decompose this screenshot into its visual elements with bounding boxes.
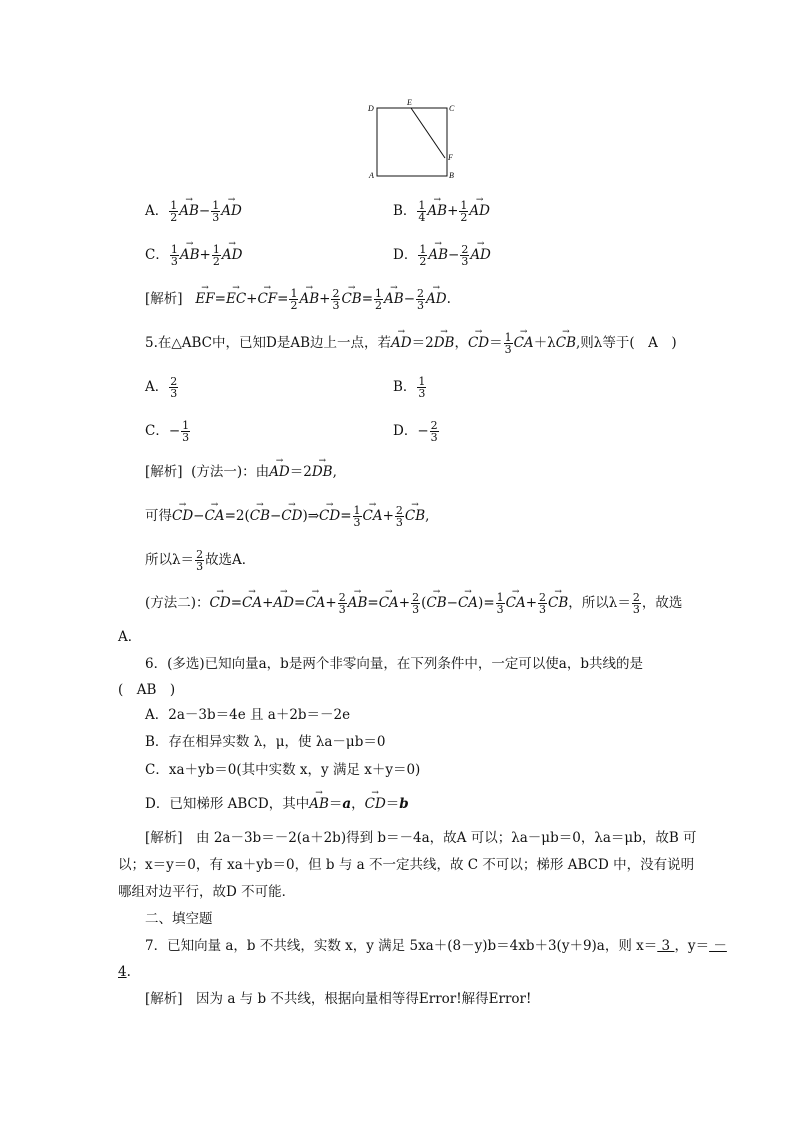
q5-option-c: C．− $\frac{1}{3}$ (145, 419, 190, 444)
q6-analysis-line1: [解析] 由 2a－3b＝－2(a＋2b)得到 b＝－4a，故A 可以；λa－μb＝0，λa＝μb，故B 可 (145, 830, 697, 846)
q4-option-b: B． $\frac{1}{4}$ → AB+ $\frac{1}{2}$ → AD (393, 200, 490, 223)
q4-option-c: C． $\frac{1}{3}$ → AB+ $\frac{1}{2}$ → AD (145, 244, 242, 267)
q6-stem: 6．(多选)已知向量a，b是两个非零向量，在下列条件中，一定可以使a，b共线的是 (145, 656, 644, 672)
section-heading: 二、填空题 (145, 911, 213, 927)
square-figure (362, 96, 462, 184)
q5-option-d: D．− $\frac{2}{3}$ (393, 419, 438, 444)
q7-y-answer: － (709, 938, 727, 954)
q5-option-b: B． $\frac{1}{3}$ (393, 375, 426, 400)
q6-analysis-line3: 哪组对边平行，故D 不可能． (118, 884, 296, 900)
q6-answer: ( AB ) (118, 682, 176, 698)
q6-option-a: A．2a－3b＝4e 且 a＋2b＝－2e (145, 707, 351, 723)
q5-analysis-m1-line3: 所以λ＝ $\frac{2}{3}$ 故选A． (145, 548, 256, 573)
q5-analysis-m2-wrap: A． (118, 629, 142, 645)
label-e: E (407, 98, 412, 107)
q4-option-d: D． $\frac{1}{2}$ → AB− $\frac{2}{3}$ → AD (393, 244, 491, 267)
q5-option-a: A． $\frac{2}{3}$ (145, 375, 178, 400)
q5-stem: 5.在△ABC中，已知D是AB边上一点，若→ AD＝2→ DB，→ CD＝ $\frac{1}{3}$ → CA＋λ→ CB,则λ等于( A ) (145, 332, 677, 355)
label-f: F (448, 153, 453, 162)
label-d: D (368, 104, 374, 113)
q7-x-answer: 3 (657, 938, 675, 954)
q5-analysis-m1: [解析] (方法一)：由→ AD＝2→ DB, (145, 462, 337, 482)
square-abcd (377, 108, 447, 176)
q6-analysis-line2: 以；x＝y＝0，有 xa＋yb＝0，但 b 与 a 不一定共线，故 C 不可以；梯形 ABCD 中，没有说明 (118, 857, 695, 873)
q7-stem: 7．已知向量 a，b 不共线，实数 x，y 满足 5xa＋(8－y)b＝4xb＋3(y＋9)a，则 x＝ 3 ，y＝ － (145, 938, 727, 954)
q7-wrap: 4. (118, 964, 131, 980)
label-a: A (369, 171, 374, 180)
q5-analysis-m1-line2: 可得→ CD−→ CA=2(→ CB−→ CD)⇒→ CD= $\frac{1}{3}$ → CA+ $\frac{2}{3}$ → CB, (145, 505, 429, 528)
q7-analysis: [解析] 因为 a 与 b 不共线，根据向量相等得Error!解得Error! (145, 991, 532, 1007)
q4-option-a: A． $\frac{1}{2}$ → AB− $\frac{1}{3}$ → AD (145, 200, 242, 223)
q5-analysis-m2: (方法二)：→ CD=→ CA+→ AD=→ CA+ $\frac{2}{3}$ → AB=→ CA+ $\frac{2}{3}$ (→ CB−→ CA)= $\frac{1}{3}$ → CA+ $\frac{2}{3}$ → CB，所以λ＝ $\frac{2}{3}$ ，故选 (145, 592, 682, 615)
label-b: B (449, 171, 454, 180)
q6-option-c: C．xa＋yb＝0(其中实数 x，y 满足 x＋y＝0) (145, 762, 421, 778)
q6-option-b: B．存在相异实数 λ，μ，使 λa－μb＝0 (145, 734, 386, 750)
q4-analysis: [解析] → EF=→ EC+→ CF= $\frac{1}{2}$ → AB+ $\frac{2}{3}$ → CB= $\frac{1}{2}$ → AB− $\frac{2}{3}$ → AD. (145, 288, 451, 311)
q6-option-d: D．已知梯形 ABCD，其中→ AB＝a，→ CD＝b (145, 794, 409, 814)
label-c: C (449, 104, 455, 113)
segment-ef (411, 108, 445, 158)
